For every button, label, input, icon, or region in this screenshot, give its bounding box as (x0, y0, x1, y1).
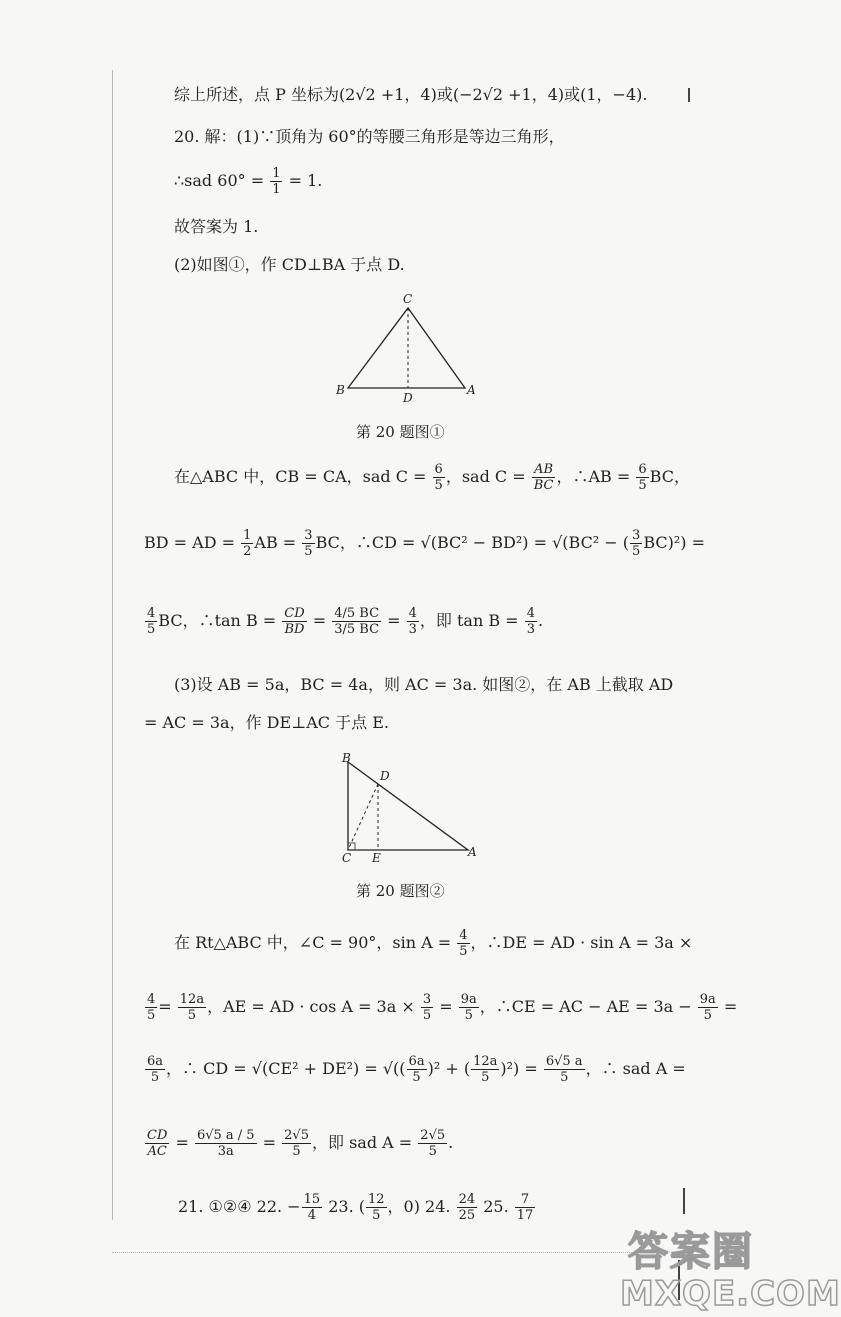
text-segment: ，∴ sad A = (585, 1059, 686, 1078)
fraction: $\frac{4}{5}$ (147, 992, 156, 1023)
fraction: $\frac{3}{5}$ (304, 528, 313, 559)
cd-line (144, 1054, 686, 1085)
q20-part3-cont-line: = AC = 3a，作 DE⊥AC 于点 E. (144, 713, 389, 732)
text-segment: 在△ABC 中，CB = CA，sad C = (174, 467, 432, 486)
ae-ce-line (144, 992, 737, 1023)
vertex-label-b: B (342, 751, 351, 765)
fraction: $\frac{4}{5}$ (147, 606, 156, 637)
watermark-top-text: 答案圈 (628, 1229, 754, 1275)
vertex-label-e: E (372, 851, 381, 865)
answers-21-25-line (178, 1192, 536, 1223)
fraction: $\frac{3}{5}$ (632, 528, 641, 559)
text-segment: . (448, 1133, 454, 1152)
fraction: $\frac{7}{17}$ (516, 1192, 534, 1223)
summary-line: 综上所述，点 P 坐标为(2√2 +1，4)或(−2√2 +1，4)或(1，−4). (174, 85, 648, 104)
text-segment: ，∴ CD = √(CE² + DE²) = √(( (166, 1059, 406, 1078)
fraction: $\frac{4/5 BC}{3/5 BC}$ (334, 606, 380, 637)
fraction: $\frac{6}{5}$ (434, 462, 443, 493)
vertex-label-c: C (342, 851, 352, 865)
text-segment: 21. ①②④ 22. − (178, 1197, 301, 1216)
text-segment: ，sad C = (445, 467, 531, 486)
fraction: $\frac{9a}{5}$ (699, 992, 716, 1023)
fraction: $\frac{9a}{5}$ (460, 992, 477, 1023)
figure-2-triangle (336, 750, 486, 866)
text-segment: ，∴CE = AC − AE = 3a − (479, 997, 697, 1016)
text-segment: 23. ( (323, 1197, 365, 1216)
text-segment: 在 Rt△ABC 中，∠C = 90°，sin A = (174, 933, 457, 952)
fraction: $\frac{15}{4}$ (303, 1192, 321, 1223)
vertex-label-d: D (403, 391, 413, 405)
text-segment: AB = (254, 533, 302, 552)
bottom-dotted-rule (112, 1252, 672, 1253)
text-segment: BC， (649, 467, 690, 486)
fraction: $\frac{6a}{5}$ (408, 1054, 425, 1085)
vertex-label-d: D (380, 769, 390, 783)
page-margin-line (112, 70, 113, 1220)
text-segment: ，∴DE = AD · sin A = 3a × (470, 933, 693, 952)
rt-abc-line (174, 928, 692, 959)
sad-c-line (174, 462, 690, 493)
text-segment: ，即 sad A = (311, 1133, 418, 1152)
text-segment: BC，∴tan B = (158, 611, 282, 630)
vertex-label-a: A (467, 383, 476, 397)
text-segment: = (718, 997, 738, 1016)
figure-1-triangle (330, 288, 480, 404)
fraction: $\frac{1}{2}$ (243, 528, 252, 559)
text-segment: = (257, 1133, 282, 1152)
text-segment: = (307, 611, 332, 630)
fraction: $\frac{24}{25}$ (458, 1192, 476, 1223)
text-segment: )² + ( (427, 1059, 471, 1078)
sad60-line (174, 166, 322, 197)
right-edge-mark (688, 88, 690, 102)
vertex-label-b: B (336, 383, 345, 397)
bd-ad-line (144, 528, 705, 559)
site-watermark (610, 1220, 841, 1317)
text-segment: BD = AD = (144, 533, 241, 552)
fraction: $\frac{4}{3}$ (408, 606, 417, 637)
fraction: $\frac{2√5}{5}$ (284, 1128, 309, 1159)
fraction: $\frac{2√5}{5}$ (420, 1128, 446, 1159)
sad-a-line (144, 1128, 453, 1159)
fraction: $\frac{3}{5}$ (422, 992, 432, 1023)
text-segment: BC)²) = (643, 533, 706, 552)
figure-2-caption: 第 20 题图② (356, 882, 445, 900)
answer-line: 故答案为 1. (174, 217, 259, 236)
q20-part1-line: 20. 解：(1)∵顶角为 60°的等腰三角形是等边三角形， (174, 127, 565, 146)
text-segment: )²) = (500, 1059, 543, 1078)
fraction: $\frac{12a}{5}$ (473, 1054, 498, 1085)
figure-1-caption: 第 20 题图① (356, 423, 445, 441)
text-segment: 25. (478, 1197, 514, 1216)
fraction: $\frac{CD}{BD}$ (284, 606, 305, 637)
text-segment: ，AE = AD · cos A = 3a × (207, 997, 420, 1016)
fraction: $\frac{6}{5}$ (638, 462, 647, 493)
right-edge-mark (683, 1188, 685, 1214)
text-segment: ，即 tan B = (419, 611, 524, 630)
fraction: $\frac{6a}{5}$ (147, 1054, 164, 1085)
fraction: $\frac{AB}{BC}$ (533, 462, 554, 493)
text-segment: . (537, 611, 544, 630)
fraction: $\frac{6√5 a / 5}{3a}$ (196, 1128, 255, 1159)
text-segment: BC，∴CD = √(BC² − BD²) = √(BC² − ( (315, 533, 630, 552)
text-segment: = 1. (283, 171, 323, 190)
text-segment: ，∴AB = (556, 467, 636, 486)
text-segment: ，0) 24. (387, 1197, 456, 1216)
fraction: $\frac{6√5 a}{5}$ (545, 1054, 583, 1085)
vertex-label-c: C (403, 292, 413, 306)
text-segment: ∴sad 60° = (174, 171, 270, 190)
tan-b-line (144, 606, 543, 637)
q20-part2-line: (2)如图①，作 CD⊥BA 于点 D. (174, 255, 405, 274)
q20-part3-line: (3)设 AB = 5a，BC = 4a，则 AC = 3a. 如图②，在 AB 上截取 AD (174, 675, 674, 694)
text-segment: = (158, 997, 177, 1016)
fraction: $\frac{CD}{AC}$ (147, 1128, 168, 1159)
text-segment: = (382, 611, 406, 630)
text-segment: = (170, 1133, 194, 1152)
vertex-label-a: A (468, 845, 477, 859)
fraction: $\frac{12}{5}$ (368, 1192, 385, 1223)
fraction: $\frac{4}{5}$ (459, 928, 468, 959)
watermark-bottom-text: MXQE.COM (620, 1274, 841, 1314)
fraction: $\frac{1}{1}$ (272, 166, 281, 197)
fraction: $\frac{4}{3}$ (526, 606, 535, 637)
fraction: $\frac{12a}{5}$ (179, 992, 205, 1023)
text-segment: = (434, 997, 458, 1016)
